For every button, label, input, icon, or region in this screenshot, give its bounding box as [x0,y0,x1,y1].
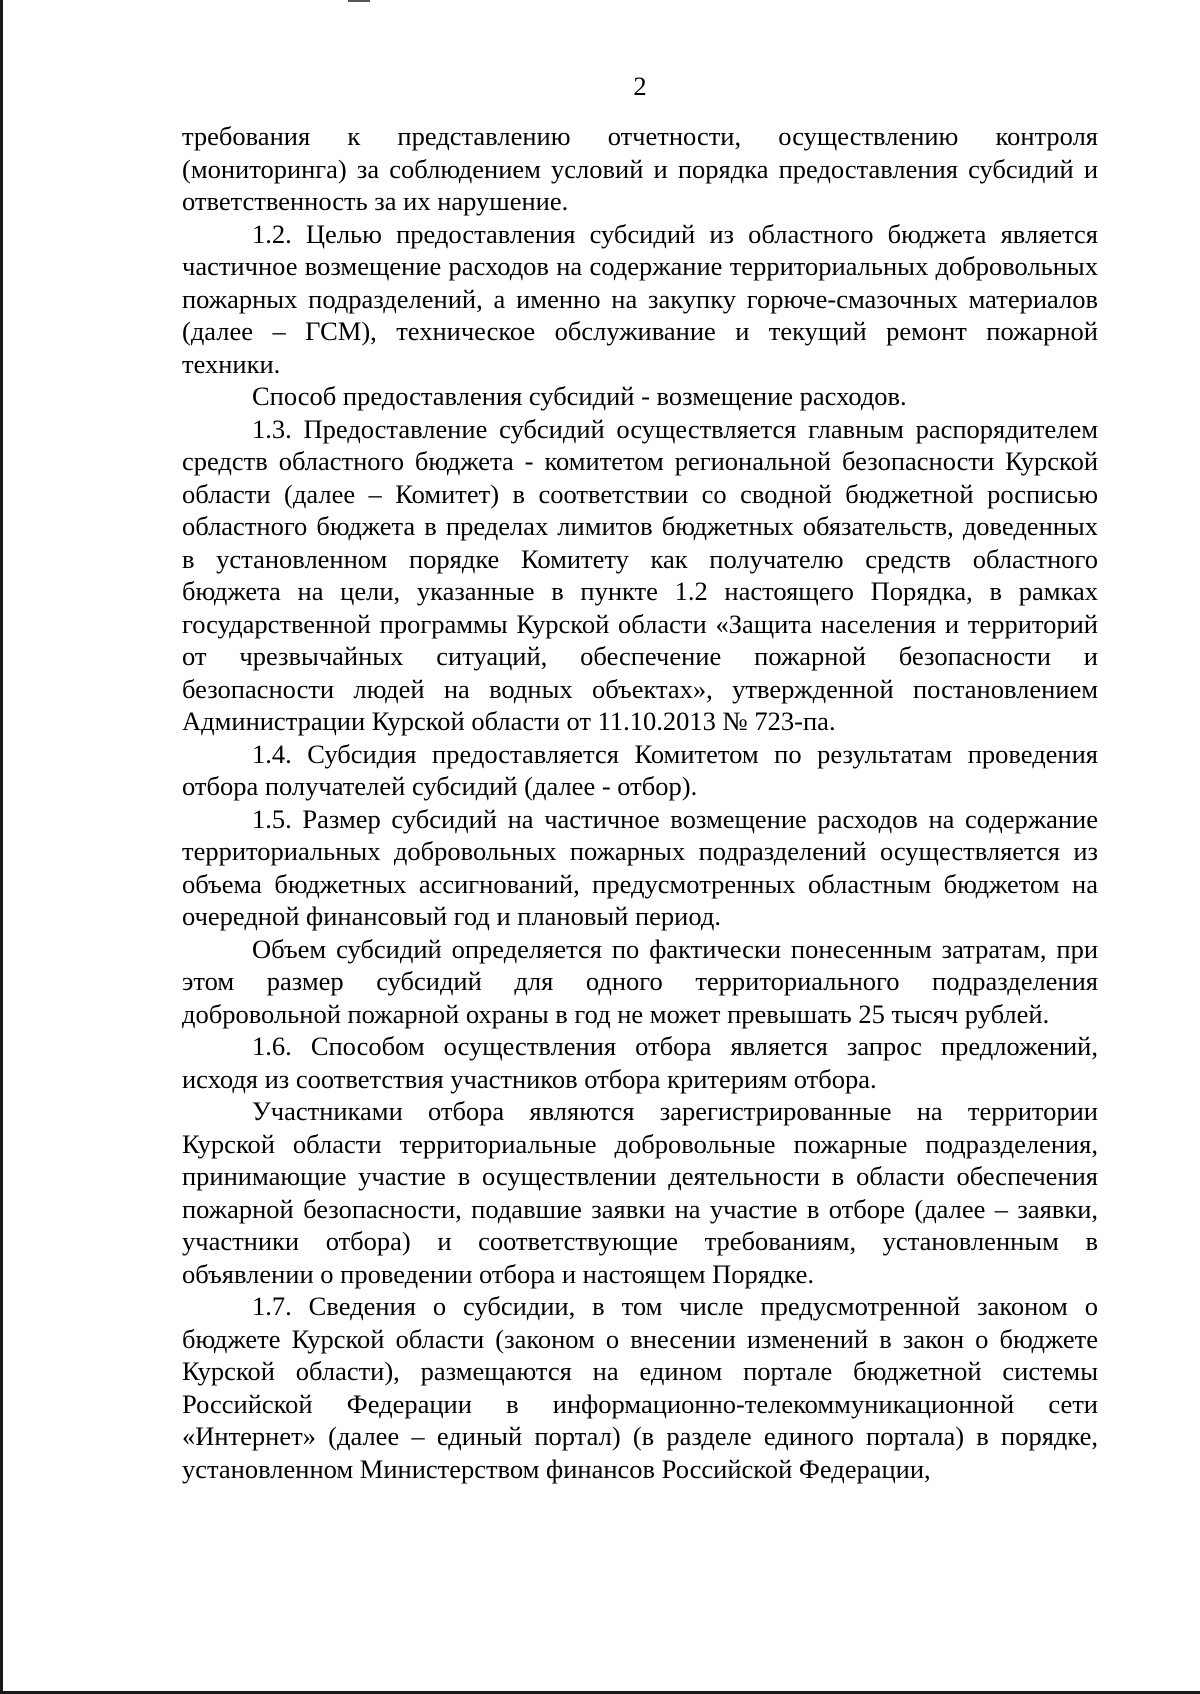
paragraph-participants: Участниками отбора являются зарегистрированные на территории Курской области территориальные добровольные пожарные подразделения, принимающие участие в осуществлении деятельности в области обеспечения пожарной безопасности, подавшие заявки на участие в отборе (далее – заявки, участники отбора) и соответствующие требованиям, установленным в объявлении о проведении отбора и настоящем Порядке. [182,1096,1098,1289]
paragraph-subsidy-volume: Объем субсидий определяется по фактически понесенным затратам, при этом размер субсидий для одного территориального подразделения добровольной пожарной охраны в год не может превышать 25 тысяч рублей. [182,933,1098,1029]
scan-border-left [0,0,3,1694]
paragraph-1-3: 1.3. Предоставление субсидий осуществляется главным распорядителем средств областного бюджета - комитетом региональной безопасности Курской области (далее – Комитет) в соответствии со сводной бюджетной росписью областного бюджета в пределах лимитов бюджетных обязательств, доведенных в установленном порядке Комитету как получателю средств областного бюджета на цели, указанные в пункте 1.2 настоящего Порядка, в рамках государственной программы Курской области «Защита населения и территорий от чрезвычайных ситуаций, обеспечение пожарной безопасности и безопасности людей на водных объектах», утвержденной постановлением Администрации Курской области от 11.10.2013 № 723-па. [182,413,1098,736]
document-page [182,64,1098,1485]
scan-top-mark [348,0,370,2]
paragraph-1-2: 1.2. Целью предоставления субсидий из областного бюджета является частичное возмещение расходов на содержание территориальных добровольных пожарных подразделений, а именно на закупку горюче-смазочных материалов (далее – ГСМ), техническое обслуживание и текущий ремонт пожарной техники. [182,218,1098,379]
paragraph-1-5: 1.5. Размер субсидий на частичное возмещение расходов на содержание территориальных добровольных пожарных подразделений осуществляется из объема бюджетных ассигнований, предусмотренных областным бюджетом на очередной финансовый год и плановый период. [182,803,1098,931]
paragraph-method: Способ предоставления субсидий - возмещение расходов. [252,381,907,411]
paragraph-1-4: 1.4. Субсидия предоставляется Комитетом по результатам проведения отбора получателей субсидий (далее - отбор). [182,738,1098,801]
paragraph-1-7: 1.7. Сведения о субсидии, в том числе предусмотренной законом о бюджете Курской области (законом о внесении изменений в закон о бюджете Курской области), размещаются на едином портале бюджетной системы Российской Федерации в информационно-телекоммуникационной сети «Интернет» (далее – единый портал) (в разделе единого портала) в порядке, установленном Министерством финансов Российской Федерации, [182,1291,1098,1484]
page-number: 2 [633,71,647,101]
paragraph-reporting-requirements: требования к представлению отчетности, осуществлению контроля (мониторинга) за соблюдением условий и порядка предоставления субсидий и ответственность за их нарушение. [182,121,1098,216]
paragraph-1-6: 1.6. Способом осуществления отбора является запрос предложений, исходя из соответствия участников отбора критериям отбора. [182,1031,1098,1094]
